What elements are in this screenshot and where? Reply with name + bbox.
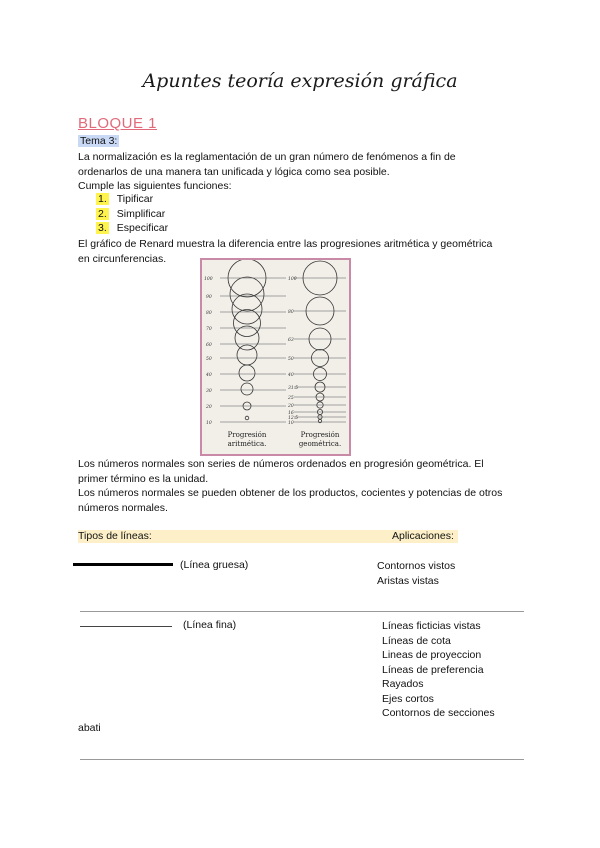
tick-label: 31.5 <box>288 386 299 391</box>
figure-caption: geométrica. <box>298 440 342 448</box>
thick-apps <box>377 559 455 588</box>
tick-label: 20 <box>288 404 294 409</box>
figure-caption: Progresión <box>227 431 267 439</box>
app-item: Rayados <box>382 678 424 690</box>
tick-label: 10 <box>288 421 294 426</box>
renard-line: El gráfico de Renard muestra la diferencia entre las progresiones aritmética y geométrica <box>78 238 493 250</box>
topic-label: Tema 3: <box>80 135 118 147</box>
thick-line-sample <box>73 563 173 566</box>
app-item: Líneas de cota <box>382 634 451 647</box>
list-item <box>96 222 168 234</box>
thin-line-sample <box>80 626 172 627</box>
tick-label: 40 <box>206 373 212 378</box>
arith-circle <box>234 310 261 337</box>
trailing-text: abati <box>78 722 101 734</box>
tick-label: 25 <box>288 396 294 401</box>
tick-label: 12.5 <box>288 416 299 421</box>
list-number: 2. <box>98 208 107 220</box>
tick-label: 50 <box>288 357 294 362</box>
normales-line: primer término es la unidad. <box>78 472 209 485</box>
tick-label: 16 <box>288 411 294 416</box>
tick-label: 90 <box>206 295 212 300</box>
intro-line: ordenarlos de una manera tan unificada y lógica como sea posible. <box>78 165 390 178</box>
arith-circle <box>241 383 253 395</box>
list-item <box>96 208 165 220</box>
app-item: Líneas de preferencia <box>382 663 484 676</box>
normales-line: números normales. <box>78 501 168 514</box>
app-item: Ejes cortos <box>382 692 434 705</box>
renard-line: en circunferencias. <box>78 252 167 265</box>
app-item: Contornos vistos <box>377 560 456 572</box>
figure-caption: aritmética. <box>227 440 267 448</box>
tick-label: 100 <box>204 277 213 282</box>
list-label: Simplificar <box>116 208 166 220</box>
list-label: Especificar <box>116 222 169 234</box>
renard-figure <box>200 258 351 456</box>
divider <box>80 759 524 760</box>
list-number: 3. <box>98 222 107 234</box>
normales-line: Los números normales se pueden obtener de los productos, cocientes y potencias de otros <box>78 487 503 499</box>
divider <box>80 611 524 612</box>
tick-label: 40 <box>288 373 294 378</box>
normales-paragraph <box>78 457 528 515</box>
list-number: 1. <box>98 193 107 205</box>
arith-circle <box>245 416 249 420</box>
tick-label: 10 <box>206 421 212 426</box>
tick-label: 70 <box>206 327 212 332</box>
app-item: Lineas de proyeccion <box>382 649 482 661</box>
thin-apps <box>382 619 495 721</box>
tick-label: 30 <box>206 389 212 394</box>
tick-label: 60 <box>206 343 212 348</box>
table-header-apps: Aplicaciones: <box>392 530 454 542</box>
tick-label: 20 <box>206 405 212 410</box>
figure-caption: Progresión <box>300 431 340 439</box>
app-item: Líneas ficticias vistas <box>382 620 481 632</box>
app-item: Aristas vistas <box>377 574 439 587</box>
normales-line: Los números normales son series de números ordenados en progresión geométrica. El <box>78 458 484 470</box>
thick-line-label: (Línea gruesa) <box>180 559 249 571</box>
arith-circle <box>237 345 257 365</box>
tick-label: 80 <box>288 310 294 315</box>
thin-line-label: (Línea fina) <box>183 619 237 631</box>
tick-label: 80 <box>206 311 212 316</box>
arith-circle <box>232 294 262 324</box>
tick-label: 63 <box>288 338 294 343</box>
functions-intro: Cumple las siguientes funciones: <box>78 180 232 192</box>
renard-diagram <box>202 260 349 454</box>
intro-paragraph <box>78 150 528 194</box>
arith-circle <box>228 260 266 297</box>
tick-label: 100 <box>288 277 297 282</box>
table-header-types: Tipos de líneas: <box>78 530 152 542</box>
arith-circle <box>239 365 255 381</box>
arith-circle <box>235 326 259 350</box>
tick-label: 50 <box>206 357 212 362</box>
app-item: Contornos de secciones <box>382 707 495 719</box>
list-label: Tipificar <box>116 193 154 205</box>
intro-line: La normalización es la reglamentación de un gran número de fenómenos a fin de <box>78 151 456 163</box>
page-title: Apuntes teoría expresión gráfica <box>142 70 458 92</box>
list-item <box>96 193 153 205</box>
section-heading: BLOQUE 1 <box>78 115 158 132</box>
